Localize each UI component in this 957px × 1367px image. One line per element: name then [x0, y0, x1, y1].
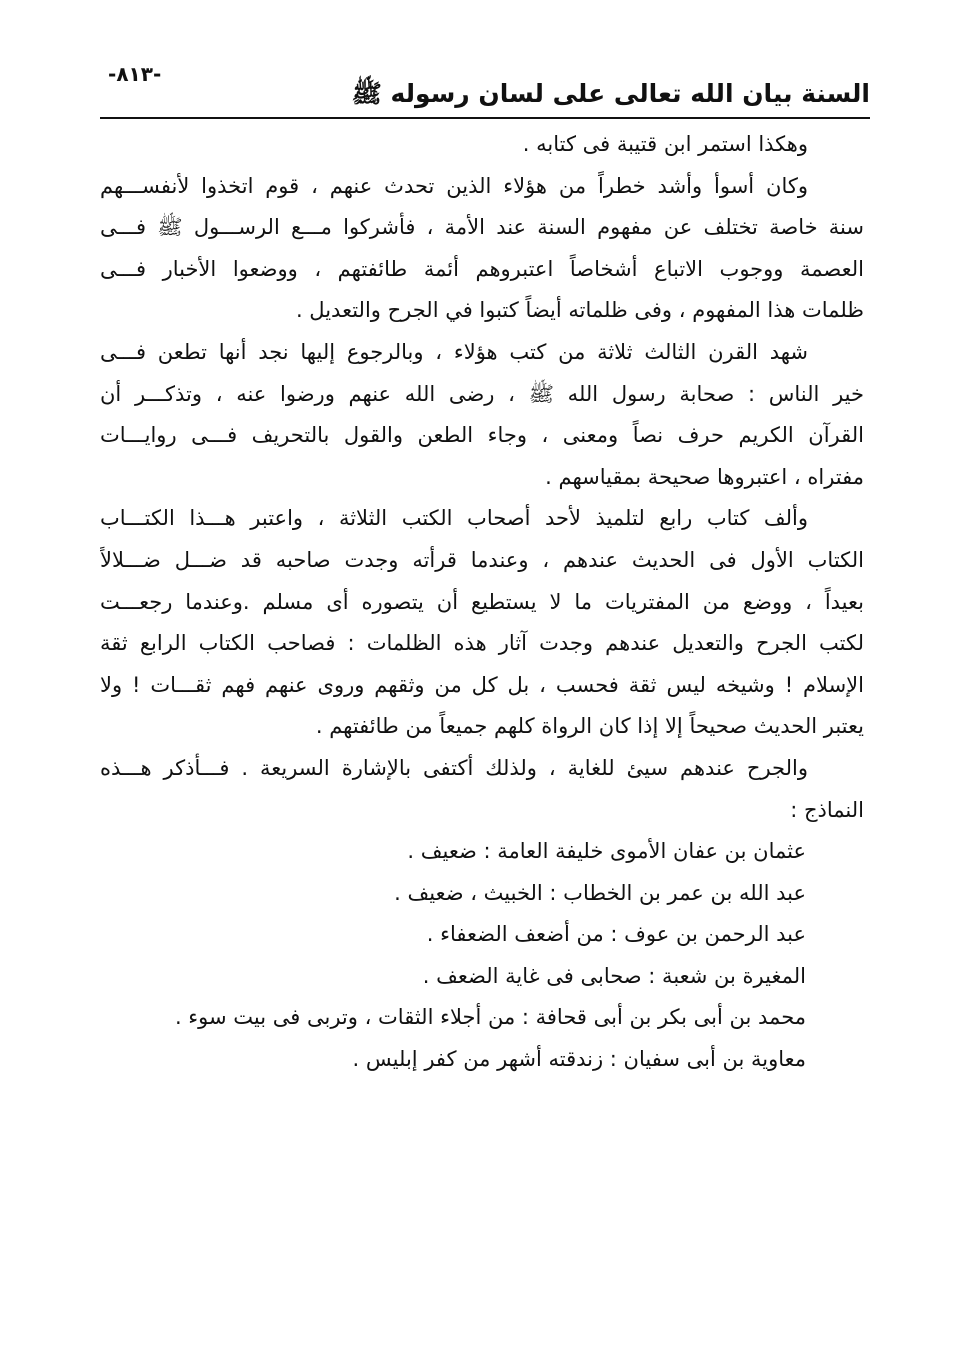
- header-rule: [100, 117, 870, 119]
- text-line: القرآن الكريم حرف نصاً ومعنى ، وجاء الطعن والقول بالتحريف فـــى روايـــات: [100, 423, 864, 448]
- text-line: ظلمات هذا المفهوم ، وفى ظلماته أيضاً كتبوا في الجرح والتعديل .: [295, 298, 864, 323]
- text-line: العصمة ووجوب الاتباع أشخاصاً اعتبروهم أئمة طائفتهم ، ووضعوا الأخبار فـــى: [100, 256, 864, 281]
- text-line: الكتاب الأول فى الحديث عندهم ، وعندما قرأته وجدت صاحبه قد ضـــل ضـــلالاً: [100, 547, 864, 572]
- text-line: المغيرة بن شعبة : صحابى فى غاية الضعف .: [422, 963, 806, 988]
- text-line: مفتراه ، اعتبروها صحيحة بمقياسهم .: [545, 464, 864, 489]
- text-line: والجرح عندهم سيئ للغاية ، ولذلك أكتفى بالإشارة السريعة . فـــأذكر هـــذه: [100, 755, 808, 780]
- page-number: -٨١٣-: [108, 62, 162, 86]
- text-line: الإسلام ! وشيخه ليس ثقة فحسب ، بل كل من وثقهم وروى عنهم فهم ثقـــات ! ولا: [100, 672, 864, 697]
- text-line: وألف كتاب رابع لتلميذ لأحد أصحاب الكتب الثلاثة ، واعتبر هـــذا الكتـــاب: [100, 506, 808, 531]
- text-line: وكان أسوأ وأشد خطراً من هؤلاء الذين تحدث عنهم ، قوم اتخذوا لأنفســـهم: [100, 173, 808, 198]
- text-line: خير الناس : صحابة رسول الله ﷺ ، رضى الله عنهم ورضوا عنه ، وتذكـــر أن: [100, 381, 864, 406]
- page-header: [100, 58, 870, 118]
- text-line: لكتب الجرح والتعديل عندهم وجدت آثار هذه الظلمات : فصاحب الكتاب الرابع ثقة: [100, 631, 864, 656]
- text-line: عبد الرحمن بن عوف : من أضعف الضعفاء .: [426, 922, 806, 947]
- text-line: النماذج :: [790, 797, 864, 822]
- text-line: شهد القرن الثالث ثلاثة من كتب هؤلاء ، وبالرجوع إليها نجد أنها تطعن فـــى: [100, 339, 808, 364]
- text-line: محمد بن أبى بكر بن أبى قحافة : من أجلاء الثقات ، وتربى فى بيت سوء .: [174, 1005, 806, 1030]
- text-line: عبد الله بن عمر بن الخطاب : الخبيث ، ضعيف .: [394, 880, 806, 905]
- text-line: عثمان بن عفان الأموى خليفة العامة : ضعيف .: [407, 839, 806, 864]
- text-line: وهكذا استمر ابن قتيبة فى كتابه .: [522, 132, 808, 156]
- text-line: بعيداً ، ووضع من المفتريات ما لا يستطيع أن يتصوره أى مسلم .وعندما رجعـــت: [100, 589, 864, 614]
- body-text: [100, 124, 864, 1081]
- running-title: السنة بيان الله تعالى على لسان رسوله ﷺ: [351, 79, 870, 108]
- text-line: معاوية بن أبى سفيان : زندقته أشهر من كفر إبليس .: [352, 1047, 806, 1072]
- text-line: سنة خاصة تختلف عن مفهوم السنة عند الأمة ، فأشركوا مـــع الرســـول ﷺ فـــى: [100, 215, 864, 240]
- text-line: يعتبر الحديث صحيحاً إلا إذا كان الرواة كلهم جميعاً من طائفتهم .: [315, 714, 864, 739]
